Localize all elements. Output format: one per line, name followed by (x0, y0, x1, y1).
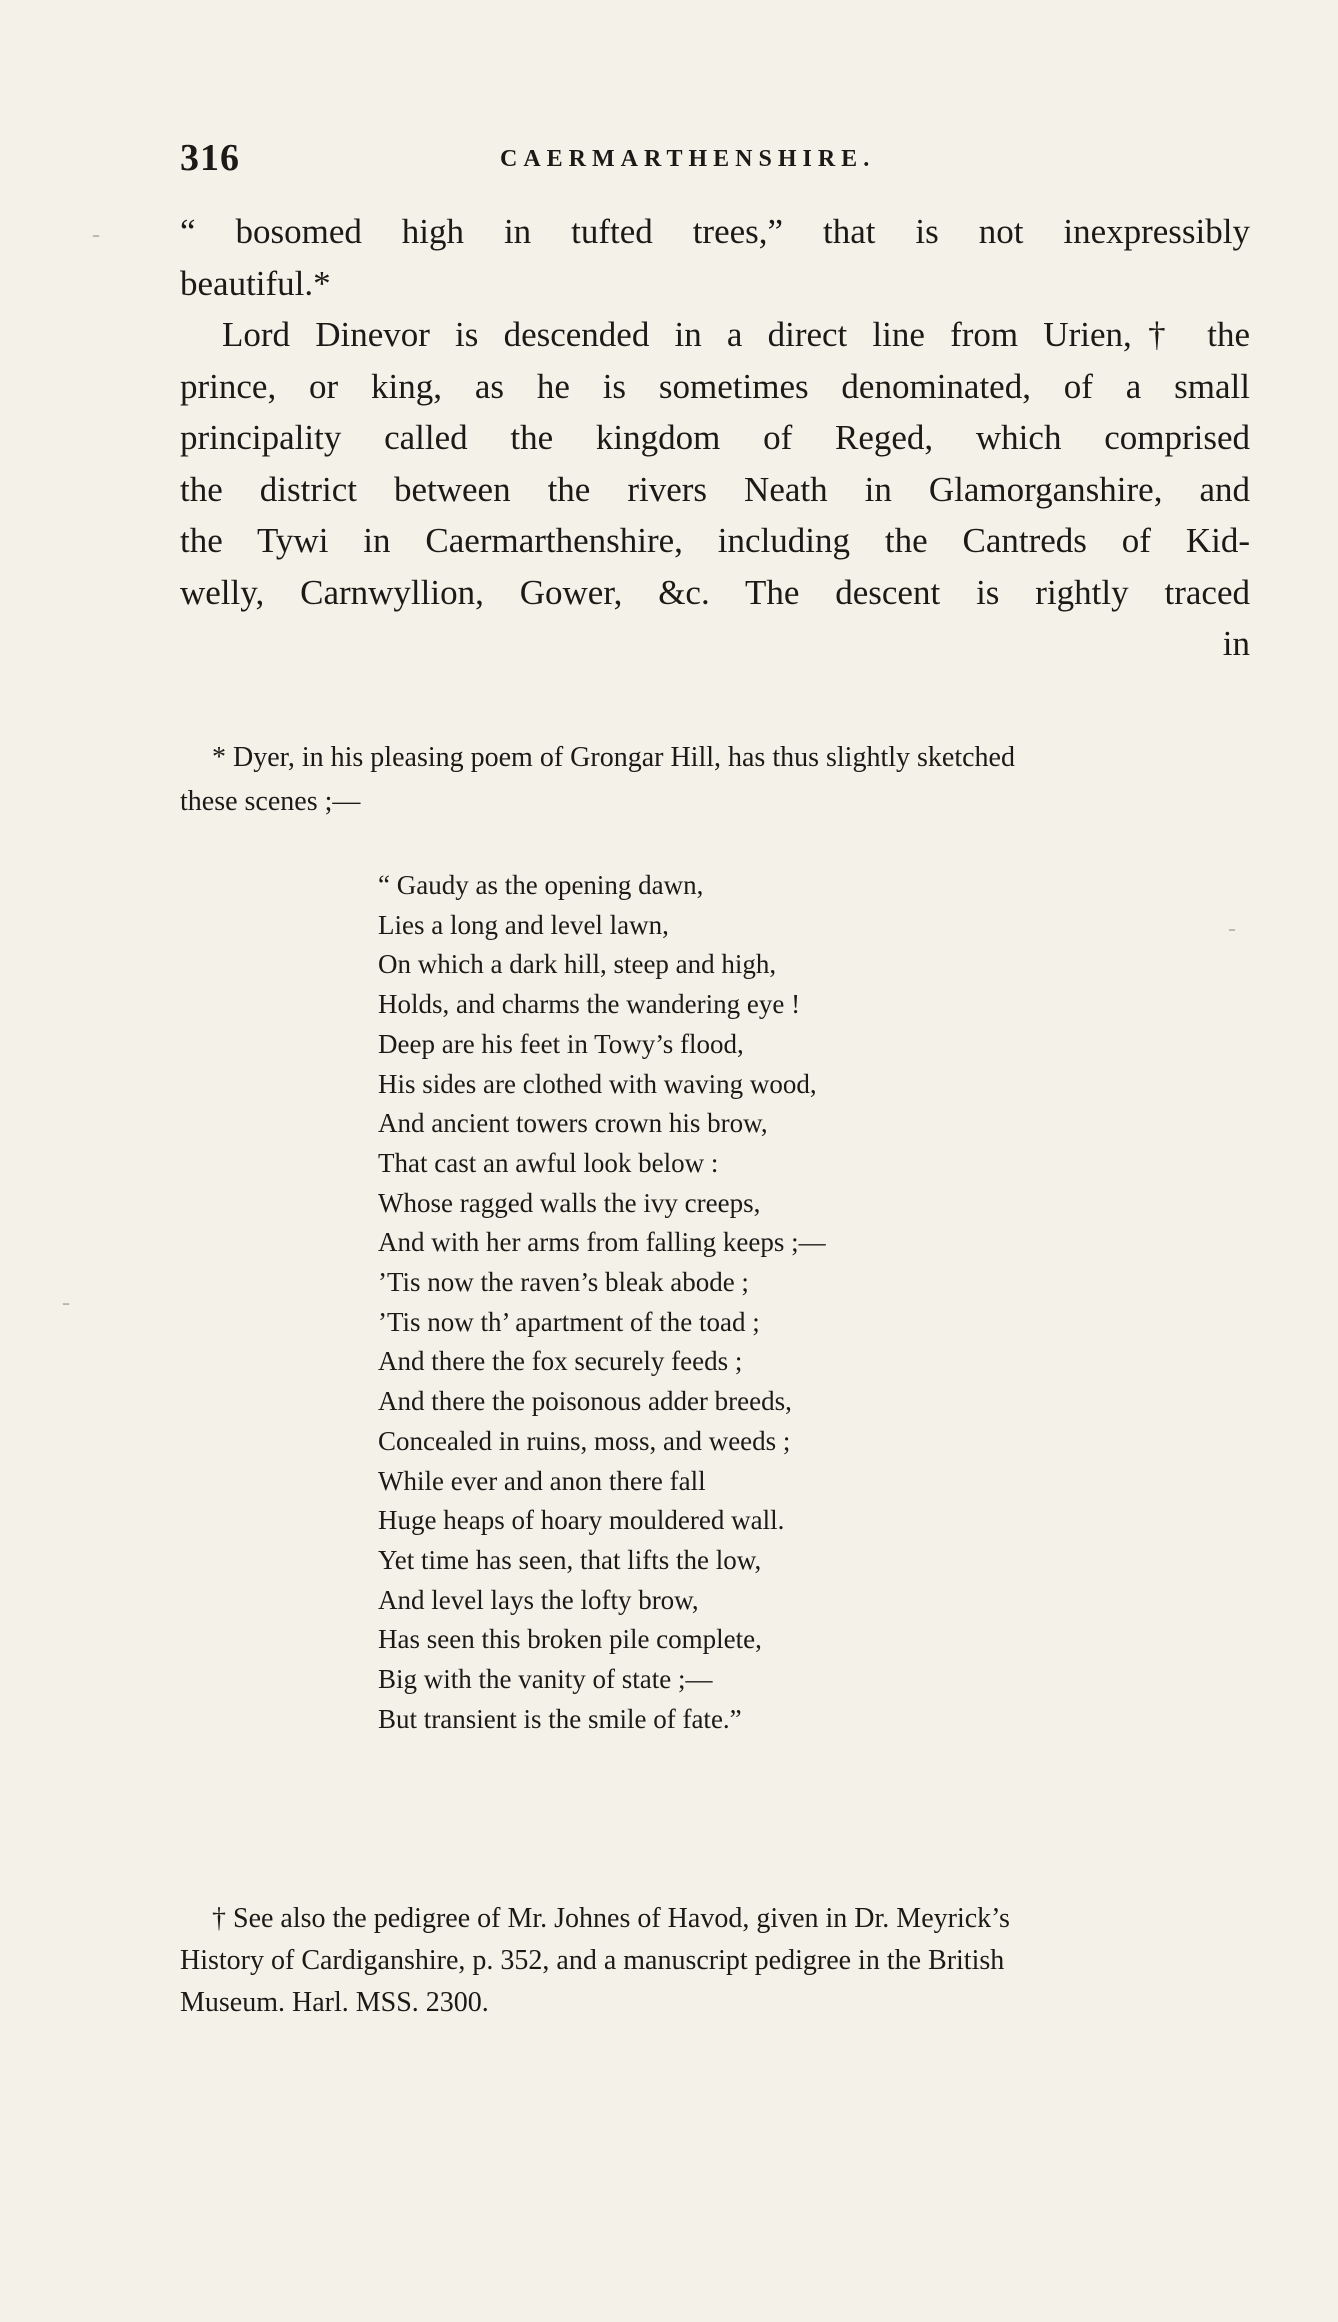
body-line: beautiful.* (180, 263, 331, 303)
poem-grongar-hill (378, 866, 1178, 1739)
bleed-through-mark: - (62, 1290, 70, 1316)
poem-verse: And there the fox securely feeds ; (378, 1346, 743, 1377)
catchword: in (1222, 624, 1250, 663)
page-number: 316 (180, 137, 240, 179)
poem-verse: Deep are his feet in Towy’s flood, (378, 1028, 744, 1059)
poem-verse: And level lays the lofty brow, (378, 1584, 699, 1615)
poem-verse: On which a dark hill, steep and high, (378, 949, 777, 980)
poem-verse: ’Tis now the raven’s bleak abode ; (378, 1267, 749, 1298)
poem-verse: Lies a long and level lawn, (378, 909, 669, 940)
footnote-pedigree (180, 1898, 1255, 2024)
footnote-line: these scenes ;— (180, 786, 361, 817)
poem-verse: His sides are clothed with waving wood, (378, 1068, 817, 1099)
footnote-line: † See also the pedigree of Mr. Johnes of Havod, given in Dr. Meyrick’s (212, 1903, 1010, 1934)
running-head (180, 136, 1260, 196)
footnote-dyer (180, 736, 1255, 824)
poem-verse: Has seen this broken pile complete, (378, 1624, 762, 1655)
poem-verse: “ Gaudy as the opening dawn, (378, 870, 704, 900)
footnote-line: History of Cardiganshire, p. 352, and a manuscript pedigree in the British (180, 1945, 1005, 1976)
poem-verse: Big with the vanity of state ;— (378, 1664, 713, 1695)
body-line: the Tywi in Caermarthenshire, including the Cantreds of Kid- (180, 521, 1250, 560)
body-line: welly, Carnwyllion, Gower, &c. The descent is rightly traced (180, 572, 1250, 612)
body-paragraph (180, 206, 1250, 670)
footnote-line: * Dyer, in his pleasing poem of Grongar Hill, has thus slightly sketched (212, 742, 1015, 773)
poem-verse: And there the poisonous adder breeds, (378, 1386, 792, 1417)
poem-verse: ’Tis now th’ apartment of the toad ; (378, 1306, 760, 1337)
body-line: Lord Dinevor is descended in a direct line from Urien,† the (222, 315, 1250, 354)
poem-verse: Yet time has seen, that lifts the low, (378, 1544, 762, 1575)
body-line: the district between the rivers Neath in Glamorganshire, and (180, 469, 1250, 509)
bleed-through-mark: - (92, 222, 100, 248)
poem-verse: And with her arms from falling keeps ;— (378, 1227, 826, 1258)
poem-verse: Concealed in ruins, moss, and weeds ; (378, 1425, 791, 1456)
footnote-line: Museum. Harl. MSS. 2300. (180, 1987, 489, 2018)
poem-verse: While ever and anon there fall (378, 1465, 706, 1496)
poem-verse: Holds, and charms the wandering eye ! (378, 989, 801, 1020)
body-line: prince, or king, as he is sometimes denominated, of a small (180, 366, 1250, 406)
poem-verse: That cast an awful look below : (378, 1147, 719, 1178)
poem-verse: But transient is the smile of fate.” (378, 1703, 742, 1734)
poem-verse: Huge heaps of hoary mouldered wall. (378, 1505, 785, 1536)
body-line: “ bosomed high in tufted trees,” that is not inexpressibly (180, 212, 1250, 251)
poem-verse: Whose ragged walls the ivy creeps, (378, 1187, 761, 1218)
body-line: principality called the kingdom of Reged, which comprised (180, 418, 1250, 457)
poem-verse: And ancient towers crown his brow, (378, 1108, 768, 1139)
running-title: CAERMARTHENSHIRE. (500, 146, 876, 172)
bleed-through-mark: - (1228, 916, 1236, 942)
